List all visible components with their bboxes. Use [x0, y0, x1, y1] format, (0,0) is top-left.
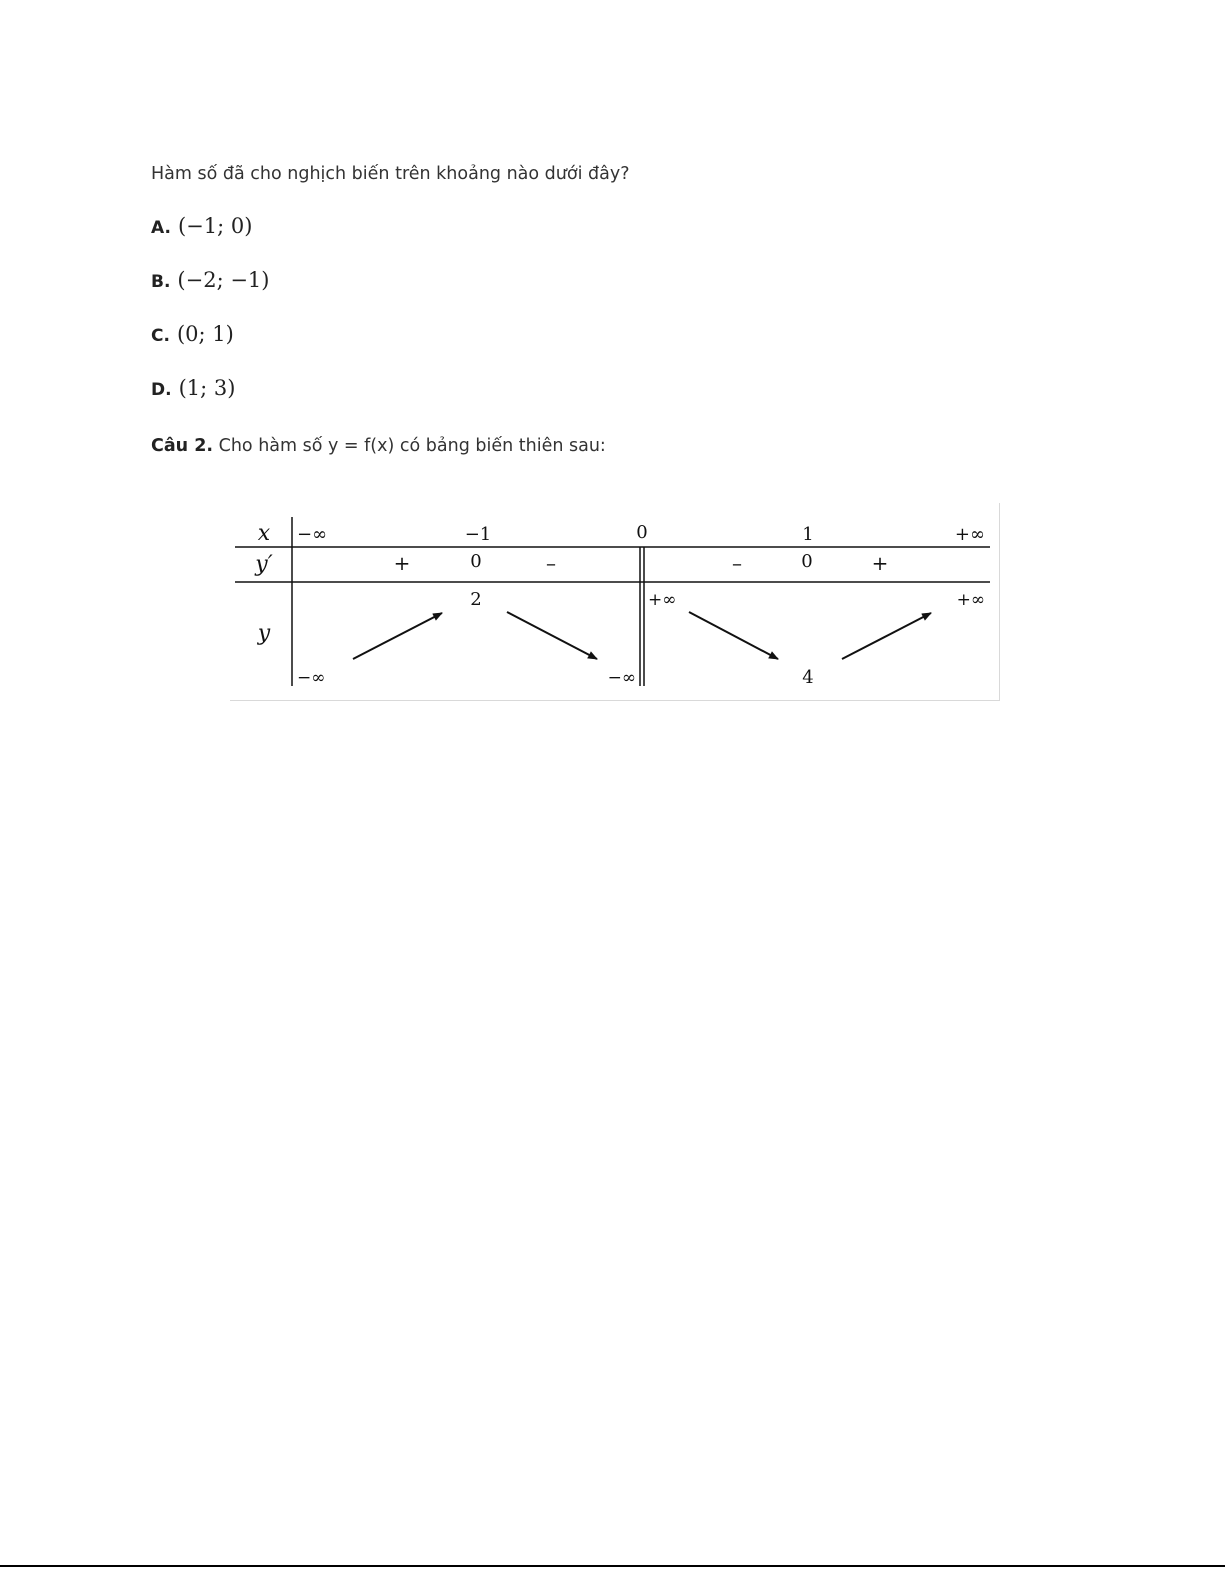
y-value-left-of-zero: −∞ — [607, 668, 636, 688]
option-label: C. — [151, 326, 170, 346]
question-2 — [151, 436, 606, 456]
y-value-max: 2 — [470, 589, 482, 610]
option-d[interactable] — [151, 376, 235, 400]
option-a[interactable] — [151, 214, 252, 238]
option-value: (−1; 0) — [177, 214, 253, 238]
decreasing-arrow — [507, 612, 597, 659]
x-value: 1 — [802, 524, 814, 545]
question-2-prompt: Cho hàm số y = f(x) có bảng biến thiên sau: — [218, 436, 606, 456]
x-value: −1 — [464, 524, 492, 545]
option-value: (1; 3) — [178, 376, 236, 400]
variation-table — [230, 503, 1000, 701]
option-value: (−2; −1) — [177, 268, 270, 292]
option-b[interactable] — [151, 268, 269, 292]
y-value-right-of-zero: +∞ — [648, 590, 677, 610]
y-prime-sign: 0 — [470, 551, 482, 572]
x-value: +∞ — [954, 524, 985, 545]
page-bottom-rule — [0, 1565, 1225, 1567]
y-prime-sign: – — [546, 551, 556, 575]
row-label-y-prime: y′ — [255, 552, 273, 577]
x-value: 0 — [636, 522, 648, 543]
y-value-right-end: +∞ — [956, 590, 985, 610]
x-value: −∞ — [297, 524, 328, 545]
increasing-arrow — [842, 613, 931, 659]
y-prime-sign: + — [393, 551, 411, 575]
variation-table-figure — [230, 503, 999, 700]
option-label: D. — [151, 380, 172, 400]
row-label-y: y — [257, 621, 271, 646]
decreasing-arrow — [689, 612, 778, 659]
option-value: (0; 1) — [176, 322, 234, 346]
y-prime-sign: – — [732, 551, 742, 575]
y-value-min: 4 — [802, 667, 814, 688]
option-label: A. — [151, 218, 171, 238]
y-value-left-start: −∞ — [297, 668, 326, 688]
option-c[interactable] — [151, 322, 234, 346]
row-label-x: x — [257, 521, 271, 546]
y-prime-sign: + — [871, 551, 889, 575]
question-prompt: Hàm số đã cho nghịch biến trên khoảng nào dưới đây? — [151, 164, 630, 184]
option-label: B. — [151, 272, 171, 292]
increasing-arrow — [353, 613, 442, 659]
question-number: Câu 2. — [151, 436, 214, 456]
y-prime-sign: 0 — [801, 551, 813, 572]
